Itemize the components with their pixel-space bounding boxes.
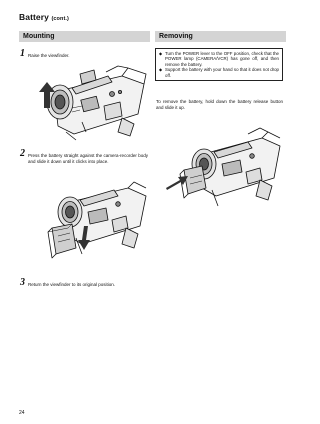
step-number: 2 xyxy=(20,148,25,159)
note-text: Turn the POWER lever to the OFF position, check that the POWER lamp (CAMERA/VCR) has gone off, and then remove the battery. xyxy=(165,51,279,67)
step-number: 1 xyxy=(20,48,25,59)
camcorder-battery-attach-illustration xyxy=(22,178,148,273)
step-number: 3 xyxy=(20,277,25,288)
note-text: Support the battery with your hand so that it does not drop off. xyxy=(165,67,279,78)
page-title-suffix: (cont.) xyxy=(51,16,69,22)
mounting-step-3 xyxy=(20,277,148,288)
bullet-icon: ◆ xyxy=(159,51,163,56)
removing-note-box xyxy=(155,48,283,81)
camcorder-viewfinder-raised-illustration xyxy=(22,62,148,142)
step-text: Press the battery straight against the camera-recorder body and slide it down until it clicks into place. xyxy=(28,153,148,164)
removing-section-header: Removing xyxy=(155,31,286,42)
note-item xyxy=(159,67,279,78)
mounting-step-1 xyxy=(20,48,148,59)
page-title xyxy=(19,12,69,22)
bullet-icon: ◆ xyxy=(159,67,163,73)
camcorder-battery-remove-illustration xyxy=(156,126,284,216)
note-item xyxy=(159,51,279,67)
page-number: 24 xyxy=(19,410,25,416)
step-text: Return the viewfinder to its original position. xyxy=(28,282,116,287)
mounting-section-header: Mounting xyxy=(19,31,150,42)
removing-instruction: To remove the battery, hold down the battery release button and slide it up. xyxy=(156,99,283,110)
page-title-text: Battery xyxy=(19,12,49,22)
step-text: Raise the viewfinder. xyxy=(28,53,70,58)
mounting-step-2 xyxy=(20,148,148,164)
